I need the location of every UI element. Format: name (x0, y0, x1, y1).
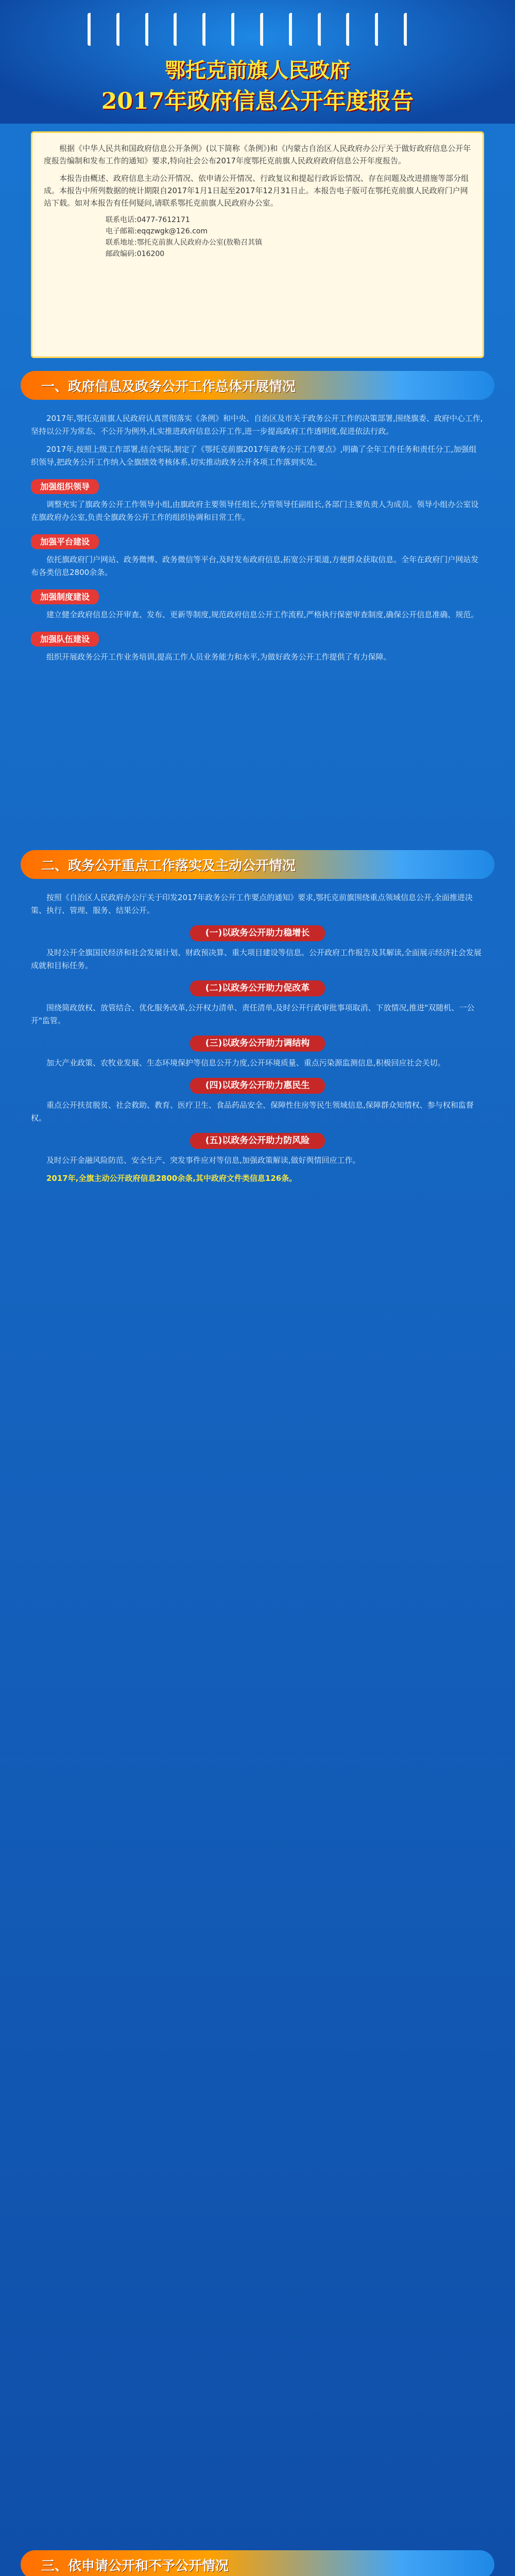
subsection-label: 加强队伍建设 (31, 632, 99, 647)
section-2-content: 按照《自治区人民政府办公厅关于印发2017年政务公开工作要点的通知》要求,鄂托克前旗围绕重点领域信息公开,全面推进决策、执行、管理、服务、结果公开。 (一)以政务公开助力稳增长 及时公开全旗国民经济和社会发展计划、财政预决算、重大项目建设等信息。公开政府工作报告及其解读,全面展示经济社会发展成就和目标任务。 (二)以政务公开助力促改革 围绕简政放权、放管结合、优化服务改革,公开权力清单、责任清单,及时公开行政审批事项取消、下放情况,推进"双随机、一公开"监管。 (三)以政务公开助力调结构 加大产业政策、农牧业发展、生态环境保护等信息公开力度,公开环境质量、重点污染源监测信息,积极回应社会关切。 (四)以政务公开助力惠民生 重点公开扶贫脱贫、社会救助、教育、医疗卫生、食品药品安全、保障性住房等民生领域信息,保障群众知情权、参与权和监督权。 (五)以政务公开助力防风险 及时公开金融风险防范、安全生产、突发事件应对等信息,加强政策解读,做好舆情回应工作。 2017年,全旗主动公开政府信息2800余条,其中政府文件类信息126条。 (31, 891, 484, 1190)
intro-box (31, 131, 484, 358)
report-title: 2017年政府信息公开年度报告 (101, 88, 414, 114)
contact-address: 鄂托克前旗人民政府办公室(敖勒召其镇 (136, 239, 263, 247)
subsection-label: 加强制度建设 (31, 589, 99, 604)
section-1-content: 2017年,鄂托克前旗人民政府认真贯彻落实《条例》和中央、自治区及市关于政务公开工作的决策部署,围绕旗委、政府中心工作,坚持以公开为常态、不公开为例外,扎实推进政府信息公开工作,进一步提高政府工作透明度,促进依法行政。 2017年,按照上级工作部署,结合实际,制定了《鄂托克前旗2017年政务公开工作要点》,明确了全年工作任务和责任分工,加强组织领导,把政务公开工作纳入全旗绩效考核体系,切实推动政务公开各项工作落到实处。 加强组织领导 调整充实了旗政务公开工作领导小组,由旗政府主要领导任组长,分管领导任副组长,各部门主要负责人为成员。领导小组办公室设在旗政府办公室,负责全旗政务公开工作的组织协调和日常工作。 加强平台建设 依托旗政府门户网站、政务微博、政务微信等平台,及时发布政府信息,拓宽公开渠道,方便群众获取信息。全年在政府门户网站发布各类信息2800余条。 加强制度建设 建立健全政府信息公开审查、发布、更新等制度,规范政府信息公开工作流程,严格执行保密审查制度,确保公开信息准确、规范。 加强队伍建设 组织开展政务公开工作业务培训,提高工作人员业务能力和水平,为做好政务公开工作提供了有力保障。 (31, 414, 483, 662)
section-3-title: 三、依申请公开和不予公开情况 (21, 2550, 494, 2576)
org-name: 鄂托克前旗人民政府 (165, 58, 350, 82)
summary-stat: 2017年,全旗主动公开政府信息2800余条,其中政府文件类信息126条。 (46, 1174, 297, 1183)
subsection-label: (二)以政务公开助力促改革 (190, 980, 325, 996)
section-2-title: 二、政务公开重点工作落实及主动公开情况 (21, 850, 494, 879)
intro-paragraph: 根据《中华人民共和国政府信息公开条例》(以下简称《条例》)和《内蒙古自治区人民政府办公厅关于做好政府信息公开年度报告编制和发布工作的通知》要求,特向社会公布2017年度鄂托克前旗人民政府政府信息公开年度报告。 (44, 144, 471, 165)
section-1-title: 一、政府信息及政务公开工作总体开展情况 (21, 371, 494, 400)
contact-info: 联系电话:0477-7612171 电子邮箱:eqqzwgk@126.com 联系地址:鄂托克前旗人民政府办公室(敖勒召其镇 邮政编码:016200 (106, 216, 263, 258)
mongolian-script-title (88, 11, 427, 47)
contact-phone: 0477-7612171 (136, 216, 190, 224)
subsection-label: (五)以政务公开助力防风险 (190, 1133, 325, 1149)
subsection-label: (三)以政务公开助力调结构 (190, 1036, 325, 1052)
contact-zip: 016200 (136, 250, 165, 258)
subsection-label: (四)以政务公开助力惠民生 (190, 1078, 325, 1094)
subsection-label: (一)以政务公开助力稳增长 (190, 925, 325, 941)
subsection-label: 加强组织领导 (31, 479, 99, 494)
contact-email[interactable]: eqqzwgk@126.com (136, 227, 208, 235)
intro-paragraph: 本报告由概述、政府信息主动公开情况、依申请公开情况、行政复议和提起行政诉讼情况、存在问题及改进措施等部分组成。本报告中所列数据的统计期限自2017年1月1日起至2017年12月31日止。本报告电子版可在鄂托克前旗人民政府门户网站下载。如对本报告有任何疑问,请联系鄂托克前旗人民政府办公室。 (44, 174, 469, 208)
header-banner (0, 0, 515, 124)
subsection-label: 加强平台建设 (31, 534, 99, 549)
